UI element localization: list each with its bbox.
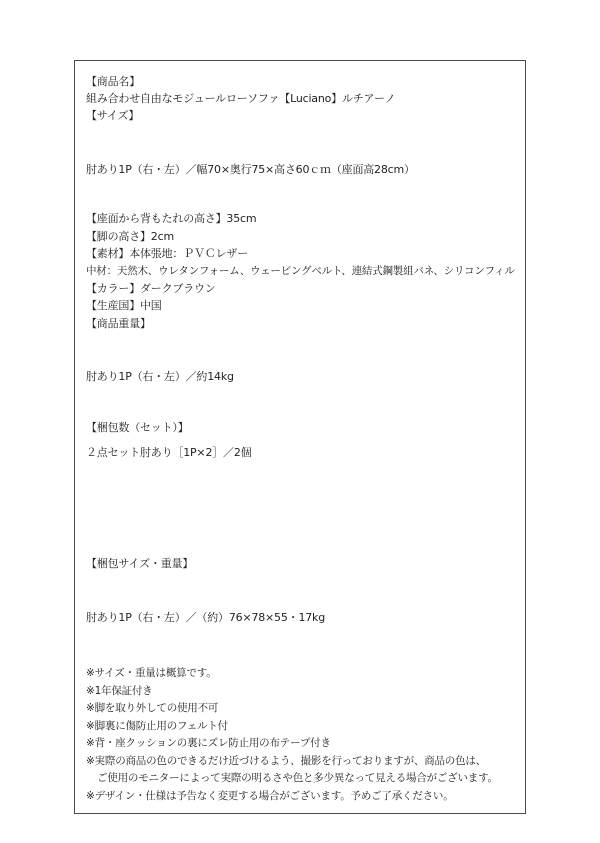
weight-value: 肘あり1P（右・左）／約14kg	[86, 370, 234, 383]
note-color-2: ご使用のモニターによって実際の明るさや色と多少異なって見える場合がございます。	[97, 772, 498, 784]
package-count-value: ２点セット肘あり［1P×2］／2個	[86, 446, 252, 459]
note-design: ※デザイン・仕様は予告なく変更する場合がございます。予めご了承ください。	[86, 790, 454, 802]
note-warranty: ※1年保証付き	[86, 685, 153, 697]
note-approx: ※サイズ・重量は概算です。	[86, 667, 217, 679]
origin: 【生産国】中国	[86, 299, 162, 312]
weight-heading: 【商品重量】	[86, 317, 151, 330]
material-inner: 中材：天然木、ウレタンフォーム、ウェービングベルト、連結式鋼製組バネ、シリコンフィル	[86, 265, 515, 277]
material-main: 【素材】本体張地：ＰＶＣレザー	[86, 247, 248, 260]
color: 【カラー】ダークブラウン	[86, 282, 216, 295]
package-size-value: 肘あり1P（右・左）／（約）76×78×55・17kg	[86, 611, 326, 624]
seat-to-back-height: 【座面から背もたれの高さ】35cm	[86, 212, 257, 225]
note-cushion-tape: ※背・座クッションの裏にズレ防止用の布テープ付き	[86, 737, 331, 749]
size-value: 肘あり1P（右・左）／幅70×奥行75×高さ60ｃｍ（座面高28cm）	[86, 163, 415, 176]
size-heading: 【サイズ】	[86, 109, 140, 122]
package-size-heading: 【梱包サイズ・重量】	[86, 557, 194, 570]
leg-height: 【脚の高さ】2cm	[86, 230, 174, 243]
note-legs: ※脚を取り外しての使用不可	[86, 702, 219, 714]
note-color-1: ※実際の商品の色のできるだけ近づけるよう、撮影を行っておりますが、商品の色は、	[86, 755, 486, 767]
product-name-heading: 【商品名】	[86, 75, 140, 88]
product-name: 組み合わせ自由なモジュールローソファ【Luciano】ルチアーノ	[86, 92, 396, 105]
package-count-heading: 【梱包数（セット）】	[86, 421, 189, 434]
note-felt: ※脚裏に傷防止用のフェルト付	[86, 720, 228, 732]
